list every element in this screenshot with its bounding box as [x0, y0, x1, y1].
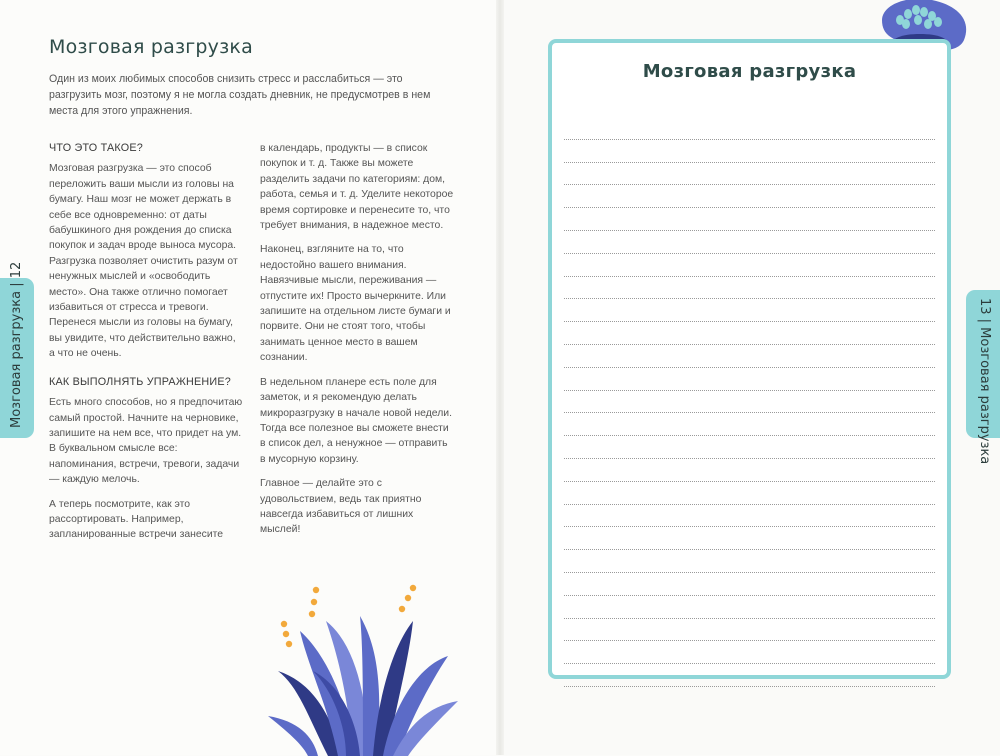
section-text-how: Есть много способов, но я предпочитаю самый простой. Начните на черновике, запишите на нем все, что придет на ум. В буквальном смысле все: напоминания, встречи, тревоги, задачи — каждую мелочь.: [49, 397, 243, 486]
plant-icon: [268, 576, 458, 756]
ruled-line: [564, 163, 935, 186]
ruled-line: [564, 208, 935, 231]
page-tab-right: [966, 290, 1000, 465]
section-heading-what: ЧТО ЭТО ТАКОЕ?: [49, 142, 143, 154]
ruled-line: [564, 619, 935, 642]
ruled-line: [564, 254, 935, 277]
ruled-line: [564, 117, 935, 140]
ruled-line: [564, 436, 935, 459]
ruled-line: [564, 527, 935, 550]
page-tab-right-label: 13 | Мозговая разгрузка: [977, 298, 992, 465]
paragraph-main: Главное — делайте это с удовольствием, ведь так приятно навсегда избавиться от лишних мыслей!: [260, 478, 422, 536]
paragraph-weekly: В недельном планере есть поле для заметок, и я рекомендую делать микроразгрузку в начале новой недели. Тогда все полезное вы сможете внести в список дел, а ненужное — отправить в мусорную корзину.: [260, 376, 452, 465]
notes-title: Мозговая разгрузка: [642, 61, 857, 82]
ruled-line: [564, 391, 935, 414]
ruled-line: [564, 550, 935, 573]
section-text-how-2: А теперь посмотрите, как это рассортировать. Например, запланированные встречи занесите: [49, 498, 224, 541]
ruled-line: [564, 596, 935, 619]
section-text-what: Мозговая разгрузка — это способ переложить ваши мысли из головы на бумагу. Наш мозг не может держать в себе все одновременно: от даты бабушкиного дня рождения до списка покупок и задач вроде выноса мусора. Разгрузка позволяет очистить разум от ненужных мыслей и «освободить место». Она также отлично помогает избавиться от стресса и тревоги. Перенеся мысли из головы на бумагу, вы увидите, что действительно важно, а что не очень.: [49, 163, 238, 360]
notes-area[interactable]: [548, 39, 951, 679]
ruled-line: [564, 505, 935, 528]
text-column-right: [260, 141, 455, 547]
ruled-line: [564, 185, 935, 208]
ruled-line: [564, 299, 935, 322]
ruled-line: [564, 368, 935, 391]
ruled-line: [564, 664, 935, 687]
page-tab-left: [0, 261, 34, 438]
ruled-line: [564, 482, 935, 505]
ruled-line: [564, 573, 935, 596]
ruled-line: [564, 277, 935, 300]
book-gutter: [496, 0, 504, 755]
ruled-line: [564, 641, 935, 664]
intro-paragraph: Один из моих любимых способов снизить стресс и расслабиться — это разгрузить мозг, поэтому я не могла создать дневник, не предусмотрев в нем места для этого упражнения.: [49, 73, 431, 117]
paragraph-sorting: в календарь, продукты — в список покупок и т. д. Также вы можете разделить задачи по категориям: дом, работа, семья и т. д. Уделите некоторое время сортировке и перенесите то, что требует внимания, в надежное место.: [260, 143, 454, 232]
page-title: Мозговая разгрузка: [49, 36, 253, 58]
ruled-line: [564, 140, 935, 163]
ruled-line: [564, 345, 935, 368]
ruled-line: [564, 322, 935, 345]
paragraph-letting-go: Наконец, взгляните на то, что недостойно вашего внимания. Навязчивые мысли, переживания — отпустите их! Просто вычеркните. Или запишите на отдельном листе бумаги и порвите. Они не стоят того, чтобы занимать ценное место в вашем сознании.: [260, 244, 451, 364]
section-heading-how: КАК ВЫПОЛНЯТЬ УПРАЖНЕНИЕ?: [49, 375, 231, 388]
text-column-left: [49, 141, 244, 552]
ruled-line: [564, 231, 935, 254]
ruled-lines: [564, 117, 935, 687]
ruled-line: [564, 413, 935, 436]
ruled-line: [564, 459, 935, 482]
page-tab-left-label: Мозговая разгрузка | 12: [9, 261, 24, 428]
